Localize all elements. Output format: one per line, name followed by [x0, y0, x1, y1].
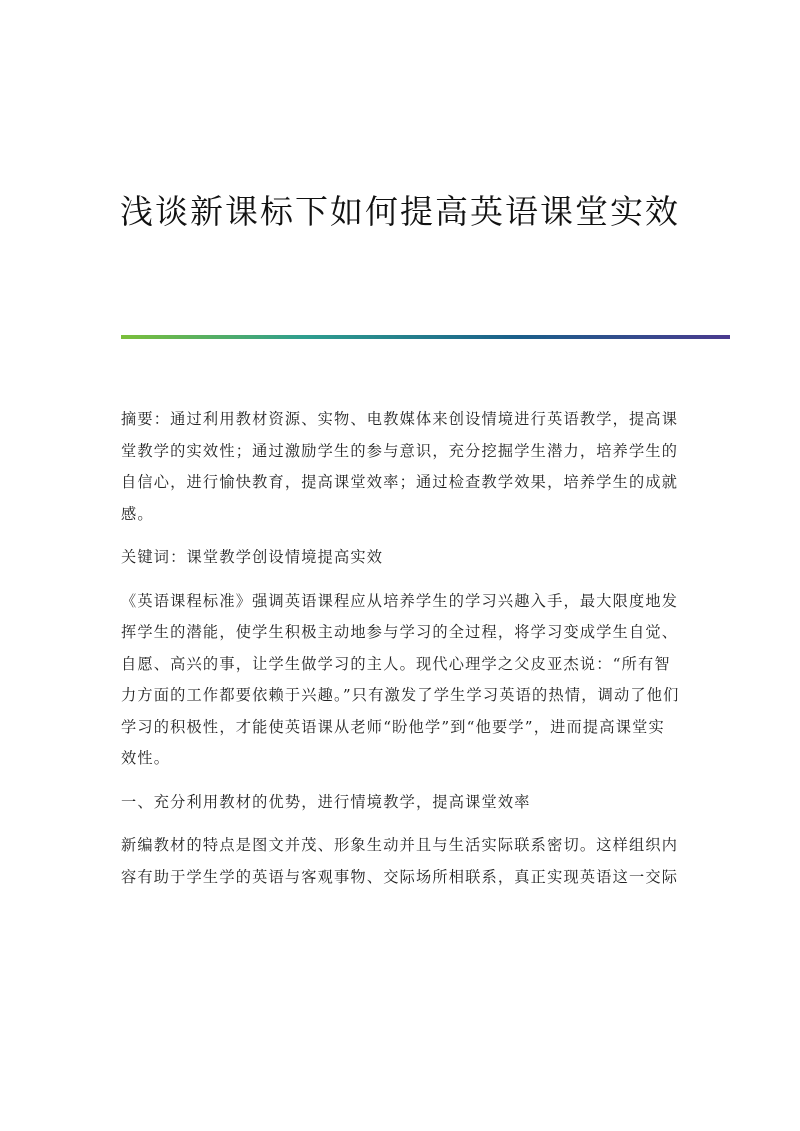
document-body — [121, 404, 681, 905]
section-heading: 一、充分利用教材的优势，进行情境教学，提高课堂效率 — [121, 792, 531, 811]
abstract-paragraph: 摘要：通过利用教材资源、实物、电教媒体来创设情境进行英语教学，提高课堂教学的实效性；通过激励学生的参与意识，充分挖掘学生潜力，培养学生的自信心，进行愉快教育，提高课堂效率；通过检查教学效果，培养学生的成就感。 — [121, 410, 679, 523]
keywords-paragraph: 关键词：课堂教学创设情境提高实效 — [121, 548, 384, 566]
title-divider — [121, 335, 730, 339]
section-paragraph: 新编教材的特点是图文并茂、形象生动并且与生活实际联系密切。这样组织内容有助于学生学的英语与客观事物、交际场所相联系，真正实现英语这一交际 — [121, 836, 679, 886]
document-title: 浅谈新课标下如何提高英语课堂实效 — [120, 192, 680, 231]
intro-paragraph: 《英语课程标准》强调英语课程应从培养学生的学习兴趣入手，最大限度地发挥学生的潜能，使学生积极主动地参与学习的全过程，将学习变成学生自觉、自愿、高兴的事，让学生做学习的主人。现代心理学之父皮亚杰说：“所有智力方面的工作都要依赖于兴趣。”只有激发了学生学习英语的热情，调动了他们学习的积极性，才能使英语课从老师“盼他学”到“他要学”，进而提高课堂实效性。 — [121, 591, 680, 767]
